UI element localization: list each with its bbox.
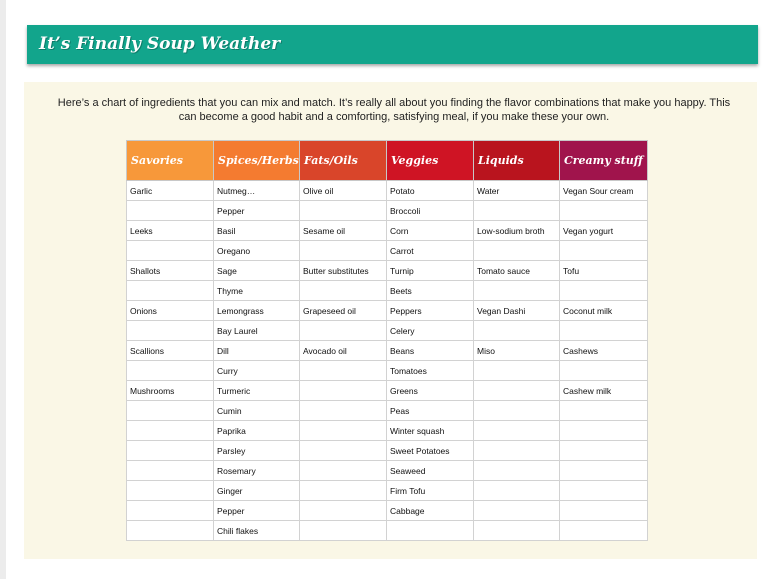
cell-fats-oils xyxy=(300,281,387,301)
cell-liquids xyxy=(474,281,560,301)
cell-spices-herbs: Bay Laurel xyxy=(214,321,300,341)
cell-fats-oils xyxy=(300,521,387,541)
cell-fats-oils xyxy=(300,501,387,521)
cell-liquids xyxy=(474,321,560,341)
cell-veggies: Corn xyxy=(387,221,474,241)
cell-creamy-stuff xyxy=(560,361,648,381)
cell-spices-herbs: Pepper xyxy=(214,201,300,221)
cell-spices-herbs: Chili flakes xyxy=(214,521,300,541)
cell-savories xyxy=(127,201,214,221)
table-row xyxy=(127,421,648,441)
cell-savories xyxy=(127,321,214,341)
cell-veggies: Carrot xyxy=(387,241,474,261)
cell-veggies: Cabbage xyxy=(387,501,474,521)
cell-creamy-stuff: Vegan Sour cream xyxy=(560,181,648,201)
cell-creamy-stuff: Coconut milk xyxy=(560,301,648,321)
header-liquids: Liquids xyxy=(474,141,560,181)
cell-veggies: Winter squash xyxy=(387,421,474,441)
cell-veggies: Beets xyxy=(387,281,474,301)
cell-spices-herbs: Paprika xyxy=(214,421,300,441)
cell-fats-oils: Avocado oil xyxy=(300,341,387,361)
cell-fats-oils xyxy=(300,461,387,481)
cell-spices-herbs: Lemongrass xyxy=(214,301,300,321)
cell-fats-oils xyxy=(300,481,387,501)
table-row xyxy=(127,181,648,201)
table-row xyxy=(127,341,648,361)
table-row xyxy=(127,381,648,401)
table-row xyxy=(127,321,648,341)
cell-veggies: Peas xyxy=(387,401,474,421)
table-header-row xyxy=(127,141,648,181)
cell-spices-herbs: Oregano xyxy=(214,241,300,261)
cell-creamy-stuff: Vegan yogurt xyxy=(560,221,648,241)
header-creamy-stuff: Creamy stuff xyxy=(560,141,648,181)
table-body xyxy=(127,181,648,541)
cell-liquids xyxy=(474,381,560,401)
cell-veggies: Celery xyxy=(387,321,474,341)
cell-spices-herbs: Sage xyxy=(214,261,300,281)
cell-fats-oils xyxy=(300,201,387,221)
cell-fats-oils xyxy=(300,321,387,341)
cell-spices-herbs: Curry xyxy=(214,361,300,381)
cell-creamy-stuff xyxy=(560,421,648,441)
cell-savories xyxy=(127,281,214,301)
table-row xyxy=(127,261,648,281)
cell-veggies: Firm Tofu xyxy=(387,481,474,501)
cell-spices-herbs: Parsley xyxy=(214,441,300,461)
cell-liquids xyxy=(474,241,560,261)
cell-fats-oils xyxy=(300,381,387,401)
cell-savories xyxy=(127,521,214,541)
cell-veggies: Tomatoes xyxy=(387,361,474,381)
cell-fats-oils xyxy=(300,361,387,381)
cell-spices-herbs: Thyme xyxy=(214,281,300,301)
table-row xyxy=(127,401,648,421)
cell-liquids xyxy=(474,401,560,421)
cell-creamy-stuff xyxy=(560,281,648,301)
cell-fats-oils: Butter substitutes xyxy=(300,261,387,281)
cell-savories: Scallions xyxy=(127,341,214,361)
cell-veggies: Sweet Potatoes xyxy=(387,441,474,461)
cell-creamy-stuff xyxy=(560,461,648,481)
title-banner xyxy=(27,25,758,64)
cell-savories xyxy=(127,361,214,381)
table-row xyxy=(127,501,648,521)
ingredients-table xyxy=(126,140,648,541)
cell-creamy-stuff: Tofu xyxy=(560,261,648,281)
table-row xyxy=(127,241,648,261)
cell-liquids: Tomato sauce xyxy=(474,261,560,281)
cell-creamy-stuff xyxy=(560,321,648,341)
cell-creamy-stuff xyxy=(560,201,648,221)
cell-creamy-stuff: Cashews xyxy=(560,341,648,361)
header-savories: Savories xyxy=(127,141,214,181)
cell-creamy-stuff xyxy=(560,441,648,461)
table-row xyxy=(127,301,648,321)
cell-liquids: Vegan Dashi xyxy=(474,301,560,321)
cell-spices-herbs: Dill xyxy=(214,341,300,361)
cell-savories xyxy=(127,421,214,441)
table-row xyxy=(127,221,648,241)
cell-savories: Onions xyxy=(127,301,214,321)
cell-spices-herbs: Rosemary xyxy=(214,461,300,481)
cell-liquids xyxy=(474,421,560,441)
cell-veggies: Potato xyxy=(387,181,474,201)
content-panel xyxy=(24,82,757,559)
cell-spices-herbs: Nutmeg… xyxy=(214,181,300,201)
cell-savories: Garlic xyxy=(127,181,214,201)
cell-veggies: Turnip xyxy=(387,261,474,281)
cell-fats-oils: Olive oil xyxy=(300,181,387,201)
cell-savories xyxy=(127,501,214,521)
cell-creamy-stuff: Cashew milk xyxy=(560,381,648,401)
table-row xyxy=(127,521,648,541)
cell-savories xyxy=(127,441,214,461)
table-row xyxy=(127,281,648,301)
cell-savories xyxy=(127,461,214,481)
cell-liquids xyxy=(474,521,560,541)
cell-spices-herbs: Ginger xyxy=(214,481,300,501)
document-page xyxy=(6,0,771,579)
cell-spices-herbs: Turmeric xyxy=(214,381,300,401)
cell-fats-oils xyxy=(300,421,387,441)
cell-fats-oils xyxy=(300,441,387,461)
cell-savories xyxy=(127,401,214,421)
cell-liquids: Miso xyxy=(474,341,560,361)
cell-savories: Mushrooms xyxy=(127,381,214,401)
cell-veggies xyxy=(387,521,474,541)
header-fats-oils: Fats/Oils xyxy=(300,141,387,181)
cell-liquids xyxy=(474,201,560,221)
cell-fats-oils: Grapeseed oil xyxy=(300,301,387,321)
intro-paragraph: Here’s a chart of ingredients that you can mix and match. It’s really all about you finding the flavor combinations that make you happy. This can become a good habit and a comforting, satisfying meal, if you make these your own. xyxy=(57,97,731,123)
cell-liquids xyxy=(474,361,560,381)
page-title: It’s Finally Soup Weather xyxy=(39,34,281,54)
cell-creamy-stuff xyxy=(560,401,648,421)
cell-savories: Leeks xyxy=(127,221,214,241)
table-row xyxy=(127,441,648,461)
cell-fats-oils: Sesame oil xyxy=(300,221,387,241)
cell-savories xyxy=(127,241,214,261)
cell-spices-herbs: Basil xyxy=(214,221,300,241)
cell-spices-herbs: Pepper xyxy=(214,501,300,521)
cell-savories xyxy=(127,481,214,501)
cell-creamy-stuff xyxy=(560,481,648,501)
cell-creamy-stuff xyxy=(560,501,648,521)
cell-veggies: Peppers xyxy=(387,301,474,321)
cell-liquids: Low-sodium broth xyxy=(474,221,560,241)
cell-liquids xyxy=(474,481,560,501)
cell-spices-herbs: Cumin xyxy=(214,401,300,421)
cell-creamy-stuff xyxy=(560,241,648,261)
header-spices-herbs: Spices/Herbs xyxy=(214,141,300,181)
cell-liquids xyxy=(474,441,560,461)
cell-creamy-stuff xyxy=(560,521,648,541)
cell-liquids xyxy=(474,501,560,521)
table-row xyxy=(127,481,648,501)
cell-savories: Shallots xyxy=(127,261,214,281)
cell-liquids: Water xyxy=(474,181,560,201)
cell-veggies: Seaweed xyxy=(387,461,474,481)
cell-veggies: Greens xyxy=(387,381,474,401)
header-veggies: Veggies xyxy=(387,141,474,181)
cell-liquids xyxy=(474,461,560,481)
cell-fats-oils xyxy=(300,241,387,261)
cell-veggies: Beans xyxy=(387,341,474,361)
table-row xyxy=(127,461,648,481)
table-row xyxy=(127,201,648,221)
cell-fats-oils xyxy=(300,401,387,421)
cell-veggies: Broccoli xyxy=(387,201,474,221)
table-row xyxy=(127,361,648,381)
